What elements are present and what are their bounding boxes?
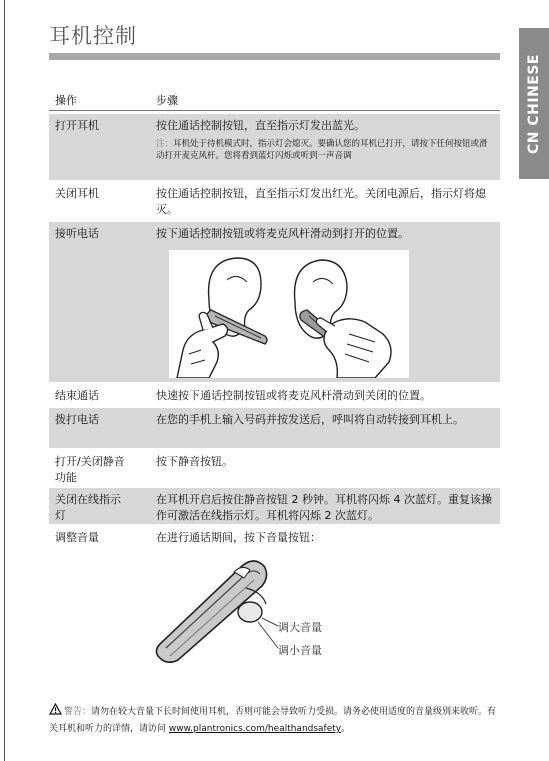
- note-text: 耳机处于待机模式时，指示灯会熄灭。要确认您的耳机已打开，请按下任何按钮或滑动打开麦克风杆。您将看到蓝灯闪烁或听到一声音调: [156, 139, 488, 161]
- row-operation: 关闭耳机: [55, 187, 99, 200]
- row-operation: 打开/关闭静音功能: [55, 455, 125, 484]
- row-step: 按下静音按钮。: [156, 455, 233, 468]
- row-operation: 调整音量: [55, 531, 99, 544]
- table-row: [49, 114, 500, 180]
- volume-down-label: 调小音量: [278, 644, 322, 657]
- page-title: 耳机控制: [49, 24, 137, 48]
- header-divider: [49, 110, 500, 111]
- volume-up-label: 调大音量: [278, 621, 322, 634]
- row-note: [156, 138, 492, 162]
- column-header-steps: 步骤: [156, 94, 178, 107]
- table-row: [49, 408, 500, 448]
- warning-text: 请勿在较大音量下长时间使用耳机，否则可能会导致听力受损。请务必使用适度的音量级别来收听。有关耳机和听力的详情，请访问: [49, 707, 497, 734]
- warning-label: 警告：: [64, 707, 92, 717]
- table-row: [49, 182, 500, 220]
- column-header-operation: 操作: [55, 94, 77, 107]
- row-step: 按住通话控制按钮，直至指示灯发出红光。关闭电源后，指示灯将熄灭。: [156, 187, 486, 216]
- table-row: [49, 450, 500, 486]
- page-edge-rule: [4, 0, 5, 761]
- row-operation: 拨打电话: [55, 413, 99, 426]
- row-operation: 关闭在线指示灯: [55, 493, 121, 522]
- row-step: 快速按下通话控制按钮或将麦克风杆滑动到关闭的位置。: [156, 389, 431, 402]
- row-step: 在耳机开启后按住静音按钮 2 秒钟。耳机将闪烁 4 次蓝灯。重复该操作可激活在线指示灯。耳机将闪烁 2 次蓝灯。: [156, 493, 492, 522]
- health-safety-link[interactable]: www.plantronics.com/healthandsafety: [168, 724, 342, 734]
- row-step: 在您的手机上输入号码并按发送后，呼叫将自动转接到耳机上。: [156, 413, 464, 426]
- language-side-tab: [519, 28, 549, 179]
- row-operation: 打开耳机: [55, 119, 99, 132]
- table-row: [49, 222, 500, 382]
- title-underline-bar: [49, 53, 500, 60]
- volume-headset-illustration: [150, 552, 280, 664]
- warning-paragraph: [49, 703, 500, 738]
- language-side-tab-label: CN CHINESE: [526, 53, 542, 154]
- warning-end: 。: [341, 724, 351, 734]
- table-row: [49, 488, 500, 524]
- row-step: [156, 118, 492, 162]
- row-operation: 接听电话: [55, 227, 99, 240]
- row-step: 按下通话控制按钮或将麦克风杆滑动到打开的位置。: [156, 227, 409, 240]
- answer-call-illustration: [169, 250, 409, 378]
- note-label: 注：: [156, 139, 174, 149]
- table-header-row: [49, 90, 500, 110]
- row-step: 在进行通话期间，按下音量按钮：: [156, 531, 321, 544]
- warning-icon: [49, 703, 62, 715]
- row-operation: 结束通话: [55, 389, 99, 402]
- row-step-text: 按住通话控制按钮，直至指示灯发出蓝光。: [156, 119, 365, 132]
- table-row: [49, 384, 500, 406]
